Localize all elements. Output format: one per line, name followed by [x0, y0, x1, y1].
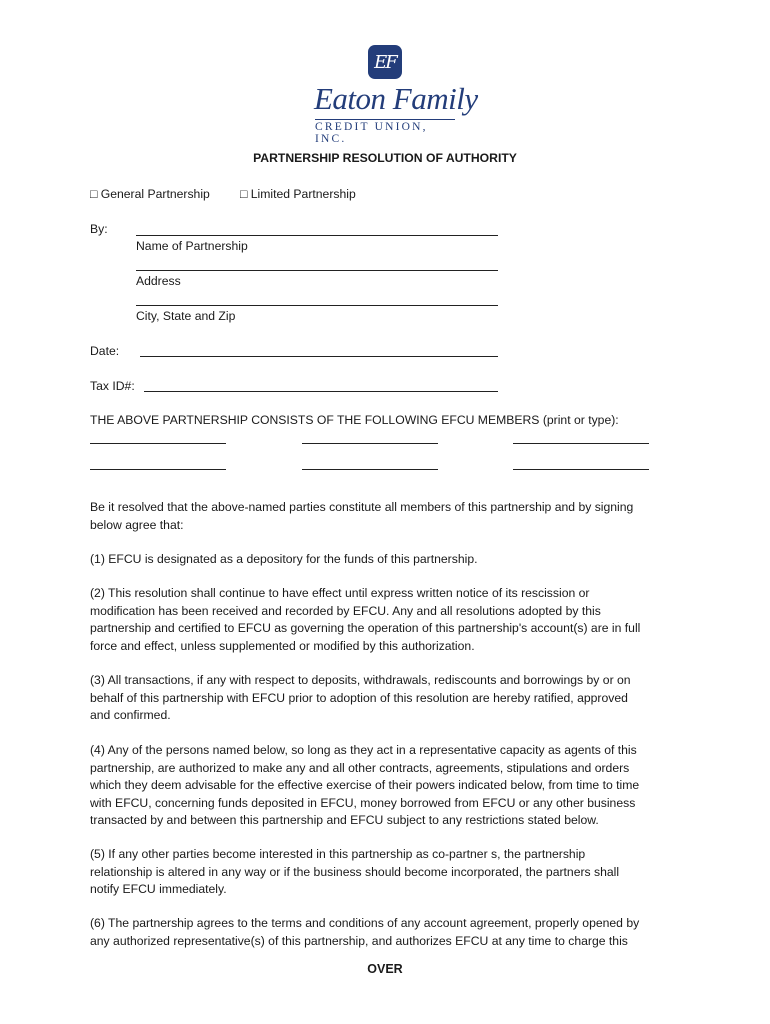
logo-name: Eaton Family	[314, 81, 478, 116]
logo-monogram-text: EF	[374, 51, 396, 73]
member-line[interactable]	[513, 469, 649, 470]
city-state-zip-line[interactable]	[136, 305, 498, 306]
member-line[interactable]	[90, 469, 226, 470]
page-title: PARTNERSHIP RESOLUTION OF AUTHORITY	[253, 151, 517, 165]
member-line[interactable]	[513, 443, 649, 444]
text-line: notify EFCU immediately.	[90, 882, 227, 897]
text-line: behalf of this partnership with EFCU prior to adoption of this resolution are hereby ratified, approved	[90, 690, 628, 705]
clause-1	[90, 551, 690, 569]
tax-id-label: Tax ID#:	[90, 379, 135, 393]
clause-4	[90, 742, 690, 830]
clause-3	[90, 672, 690, 725]
text-line: (1) EFCU is designated as a depository for the funds of this partnership.	[90, 552, 478, 566]
text-line: below agree that:	[90, 517, 184, 532]
text-line: relationship is altered in any way or if the business should become incorporated, the partners shall	[90, 864, 620, 879]
logo-subtitle: CREDIT UNION, INC.	[315, 119, 455, 145]
clause-6	[90, 915, 690, 950]
text-line: modification has been received and recorded by EFCU. Any and all resolutions adopted by this	[90, 603, 601, 618]
text-line: Be it resolved that the above-named parties constitute all members of this partnership and by signing	[90, 500, 634, 514]
clause-2	[90, 585, 690, 655]
partnership-name-label: Name of Partnership	[136, 239, 248, 253]
text-line: and confirmed.	[90, 708, 171, 723]
date-line[interactable]	[140, 356, 498, 357]
limited-partnership-checkbox[interactable]: □ Limited Partnership	[240, 187, 356, 201]
members-heading: THE ABOVE PARTNERSHIP CONSISTS OF THE FOLLOWING EFCU MEMBERS (print or type):	[90, 413, 619, 427]
clause-5	[90, 846, 690, 899]
text-line: (6) The partnership agrees to the terms and conditions of any account agreement, properly opened by	[90, 916, 640, 930]
member-line[interactable]	[302, 443, 438, 444]
logo-monogram	[368, 45, 402, 79]
text-line: which they deem advisable for the effective exercise of their powers indicated below, from time to time	[90, 778, 640, 793]
text-line: (3) All transactions, if any with respect to deposits, withdrawals, rediscounts and borrowings by or on	[90, 673, 631, 687]
date-label: Date:	[90, 344, 120, 358]
text-line: partnership, are authorized to make any and all other contracts, agreements, stipulations and orders	[90, 760, 630, 775]
member-line[interactable]	[302, 469, 438, 470]
text-line: (4) Any of the persons named below, so long as they act in a representative capacity as agents of this	[90, 743, 637, 757]
text-line: partnership and certified to EFCU as governing the operation of this partnership's account(s) are in full	[90, 621, 641, 636]
tax-id-line[interactable]	[144, 391, 498, 392]
text-line: (2) This resolution shall continue to have effect until express written notice of its rescission or	[90, 586, 590, 600]
member-line[interactable]	[90, 443, 226, 444]
text-line: any authorized representative(s) of this partnership, and authorizes EFCU at any time to charge this	[90, 933, 628, 948]
text-line: transacted by and between this partnership and EFCU subject to any restrictions stated below.	[90, 813, 599, 828]
general-partnership-checkbox[interactable]: □ General Partnership	[90, 187, 210, 201]
address-line[interactable]	[136, 270, 498, 271]
partnership-name-line[interactable]	[136, 235, 498, 236]
text-line: force and effect, unless supplemented or modified by this authorization.	[90, 638, 475, 653]
by-label: By:	[90, 222, 108, 236]
text-line: with EFCU, concerning funds deposited in EFCU, money borrowed from EFCU or any other business	[90, 795, 636, 810]
text-line: (5) If any other parties become interested in this partnership as co-partner s, the partnership	[90, 847, 586, 861]
city-state-zip-label: City, State and Zip	[136, 309, 236, 323]
intro-paragraph	[90, 499, 690, 534]
over-label: OVER	[367, 962, 403, 976]
address-label: Address	[136, 274, 181, 288]
